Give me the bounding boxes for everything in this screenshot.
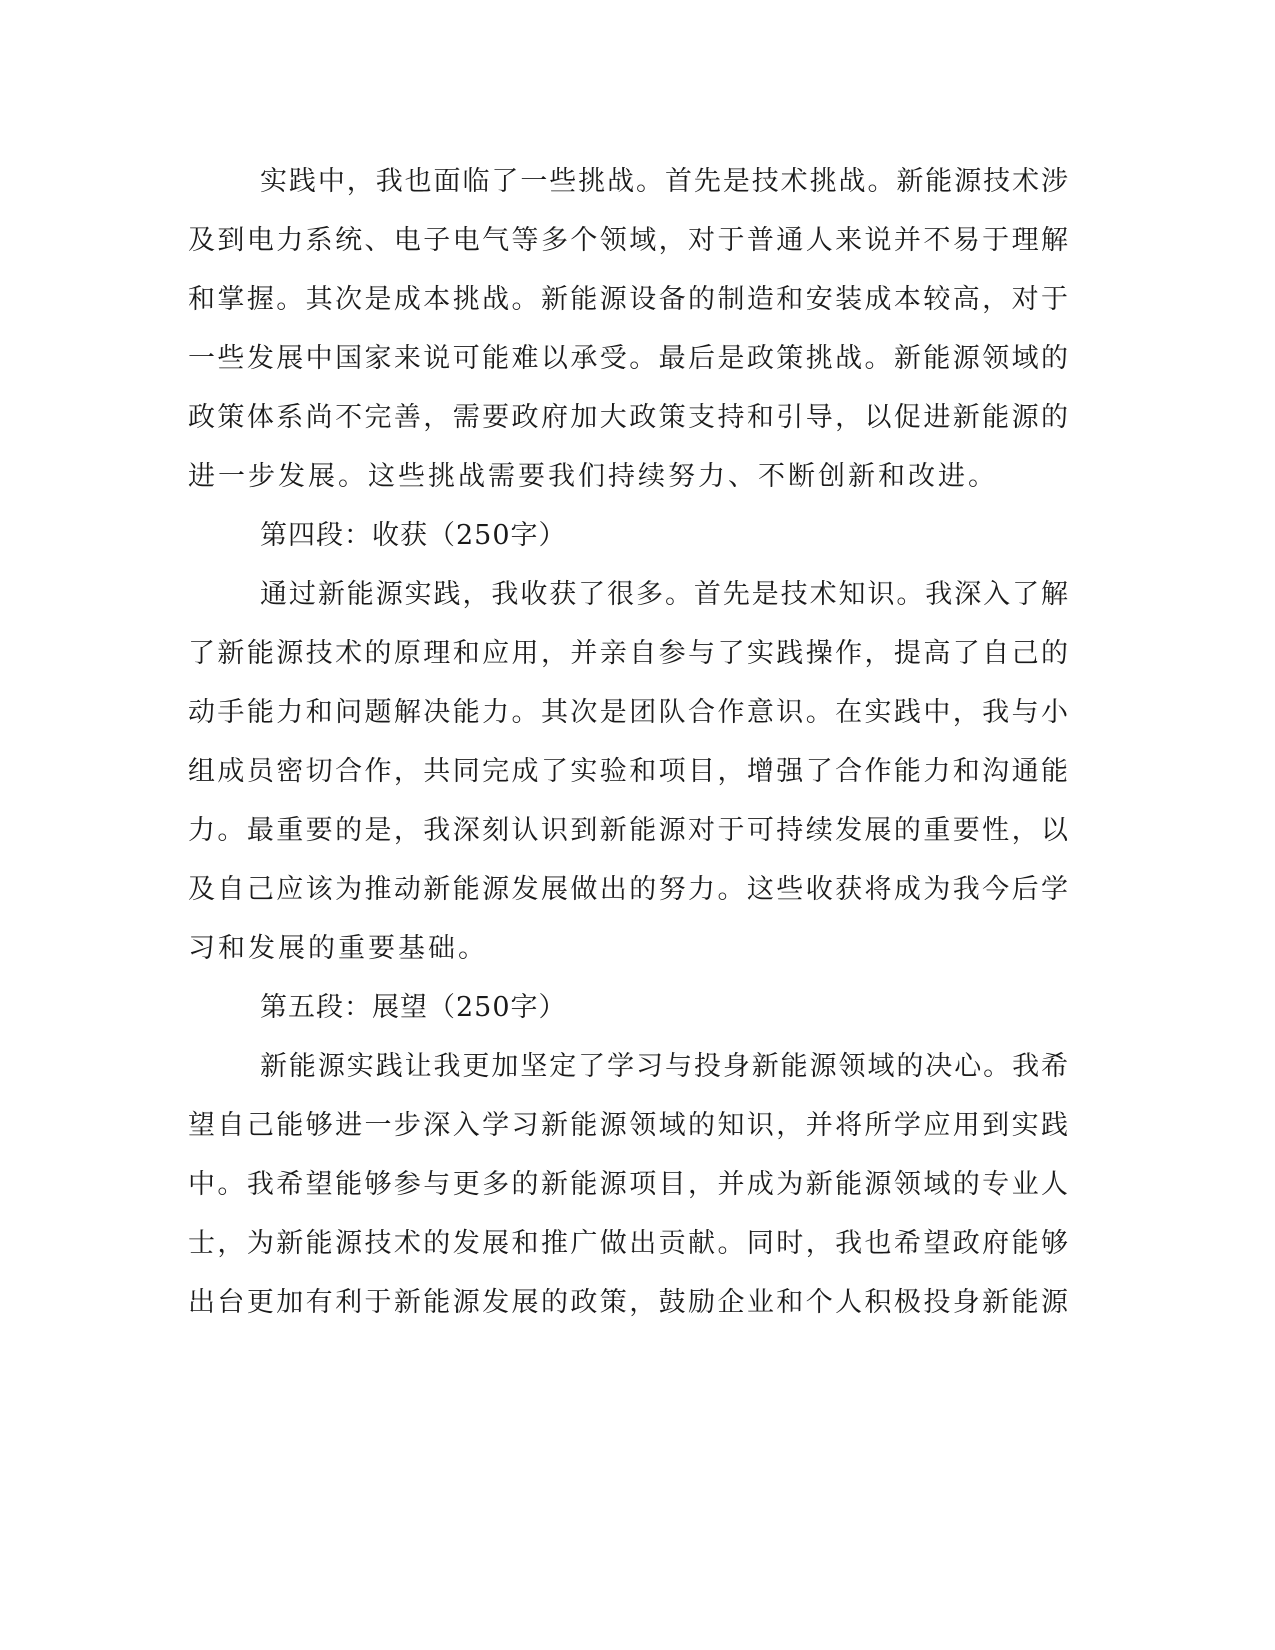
- paragraph-3-line-3: 和掌握。其次是成本挑战。新能源设备的制造和安装成本较高，对于: [188, 284, 1068, 315]
- paragraph-5-line-4: 士，为新能源技术的发展和推广做出贡献。同时，我也希望政府能够: [188, 1228, 1068, 1259]
- paragraph-5-line-2: 望自己能够进一步深入学习新能源领域的知识，并将所学应用到实践: [188, 1110, 1068, 1141]
- paragraph-3-line-1: 实践中，我也面临了一些挑战。首先是技术挑战。新能源技术涉: [260, 166, 1068, 197]
- section-5-heading: 第五段：展望（250字）: [260, 992, 567, 1023]
- paragraph-3-line-2: 及到电力系统、电子电气等多个领域，对于普通人来说并不易于理解: [188, 225, 1068, 256]
- paragraph-5-line-1: 新能源实践让我更加坚定了学习与投身新能源领域的决心。我希: [260, 1051, 1068, 1082]
- paragraph-5-line-5: 出台更加有利于新能源发展的政策，鼓励企业和个人积极投身新能源: [188, 1287, 1068, 1318]
- paragraph-4-line-4: 组成员密切合作，共同完成了实验和项目，增强了合作能力和沟通能: [188, 756, 1068, 787]
- paragraph-4-line-5: 力。最重要的是，我深刻认识到新能源对于可持续发展的重要性，以: [188, 815, 1068, 846]
- paragraph-4-line-3: 动手能力和问题解决能力。其次是团队合作意识。在实践中，我与小: [188, 697, 1068, 728]
- paragraph-4-line-6: 及自己应该为推动新能源发展做出的努力。这些收获将成为我今后学: [188, 874, 1068, 905]
- paragraph-5-line-3: 中。我希望能够参与更多的新能源项目，并成为新能源领域的专业人: [188, 1169, 1068, 1200]
- paragraph-3-line-6: 进一步发展。这些挑战需要我们持续努力、不断创新和改进。: [188, 461, 998, 492]
- paragraph-3-line-4: 一些发展中国家来说可能难以承受。最后是政策挑战。新能源领域的: [188, 343, 1068, 374]
- paragraph-4-line-2: 了新能源技术的原理和应用，并亲自参与了实践操作，提高了自己的: [188, 638, 1068, 669]
- paragraph-4-line-7: 习和发展的重要基础。: [188, 933, 488, 964]
- section-4-heading: 第四段：收获（250字）: [260, 520, 567, 551]
- paragraph-4-line-1: 通过新能源实践，我收获了很多。首先是技术知识。我深入了解: [260, 579, 1068, 610]
- paragraph-3-line-5: 政策体系尚不完善，需要政府加大政策支持和引导，以促进新能源的: [188, 402, 1068, 433]
